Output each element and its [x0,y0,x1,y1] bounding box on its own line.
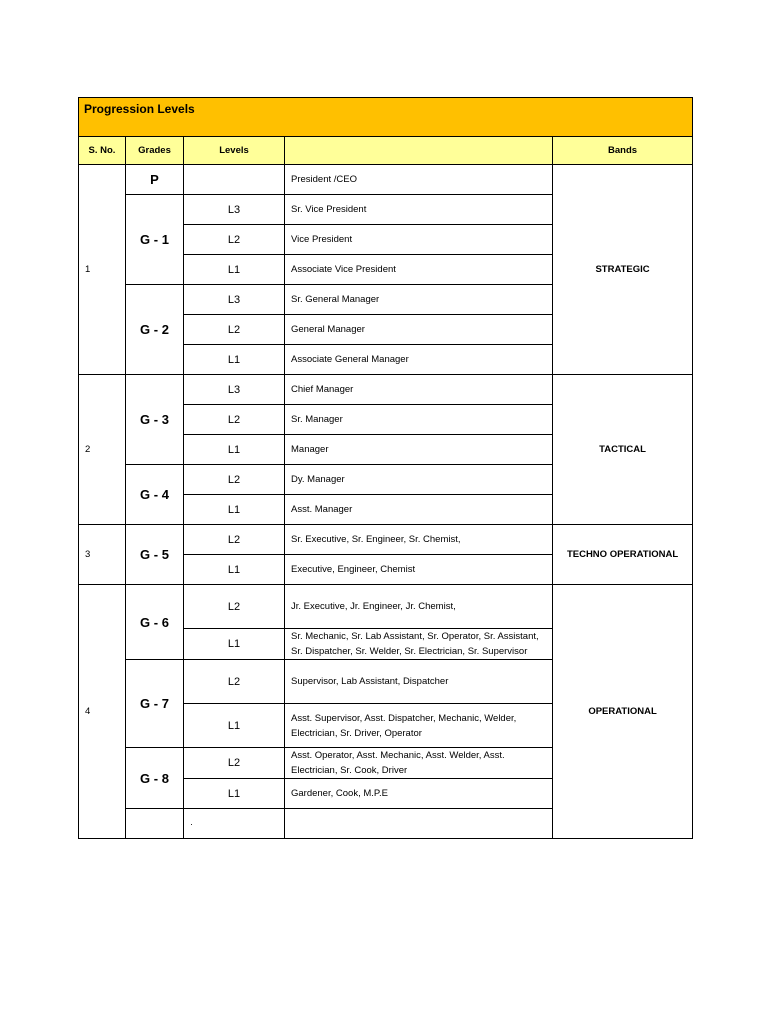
grade-cell: G - 6 [126,585,184,660]
designation-cell: Associate Vice President [285,255,553,285]
table-title: Progression Levels [79,98,693,137]
level-cell: L1 [184,435,285,465]
band-cell: TACTICAL [553,375,693,525]
grade-cell: G - 1 [126,195,184,285]
sno-cell: 4 [79,585,126,839]
designation-cell: Gardener, Cook, M.P.E [285,779,553,809]
level-cell: L3 [184,195,285,225]
header-bands: Bands [553,137,693,165]
designation-cell: Supervisor, Lab Assistant, Dispatcher [285,660,553,704]
sno-cell: 3 [79,525,126,585]
designation-cell: Dy. Manager [285,465,553,495]
header-levels: Levels [184,137,285,165]
level-cell: · [184,809,285,839]
designation-cell: Sr. Manager [285,405,553,435]
band-cell: OPERATIONAL [553,585,693,839]
level-cell: L1 [184,779,285,809]
designation-cell: Sr. General Manager [285,285,553,315]
designation-cell: Asst. Manager [285,495,553,525]
sno-cell: 2 [79,375,126,525]
level-cell [184,165,285,195]
grade-cell: G - 2 [126,285,184,375]
level-cell: L2 [184,405,285,435]
grade-cell: G - 5 [126,525,184,585]
level-cell: L3 [184,285,285,315]
designation-cell: Manager [285,435,553,465]
header-sno: S. No. [79,137,126,165]
level-cell: L1 [184,345,285,375]
grade-cell: G - 8 [126,748,184,809]
grade-cell: P [126,165,184,195]
grade-cell: G - 7 [126,660,184,748]
designation-cell: Vice President [285,225,553,255]
designation-cell: Sr. Mechanic, Sr. Lab Assistant, Sr. Operator, Sr. Assistant, Sr. Dispatcher, Sr. Welder, Sr. Electrician, Sr. Supervisor [285,629,553,660]
level-cell: L2 [184,660,285,704]
designation-cell: President /CEO [285,165,553,195]
level-cell: L3 [184,375,285,405]
progression-levels-table [78,97,693,839]
grade-cell: G - 3 [126,375,184,465]
level-cell: L2 [184,585,285,629]
header-grades: Grades [126,137,184,165]
sno-cell: 1 [79,165,126,375]
progression-levels-table-container [78,97,692,839]
designation-cell: Jr. Executive, Jr. Engineer, Jr. Chemist, [285,585,553,629]
level-cell: L2 [184,465,285,495]
level-cell: L1 [184,255,285,285]
grade-cell: G - 4 [126,465,184,525]
designation-cell: Sr. Vice President [285,195,553,225]
designation-cell: Chief Manager [285,375,553,405]
header-designation [285,137,553,165]
designation-cell: Executive, Engineer, Chemist [285,555,553,585]
band-cell: STRATEGIC [553,165,693,375]
designation-cell [285,809,553,839]
designation-cell: Associate General Manager [285,345,553,375]
level-cell: L1 [184,704,285,748]
level-cell: L2 [184,748,285,779]
level-cell: L2 [184,225,285,255]
designation-cell: General Manager [285,315,553,345]
level-cell: L2 [184,525,285,555]
level-cell: L1 [184,629,285,660]
level-cell: L1 [184,555,285,585]
designation-cell: Asst. Operator, Asst. Mechanic, Asst. Welder, Asst. Electrician, Sr. Cook, Driver [285,748,553,779]
band-cell: TECHNO OPERATIONAL [553,525,693,585]
designation-cell: Sr. Executive, Sr. Engineer, Sr. Chemist, [285,525,553,555]
designation-cell: Asst. Supervisor, Asst. Dispatcher, Mechanic, Welder, Electrician, Sr. Driver, Operator [285,704,553,748]
grade-cell [126,809,184,839]
level-cell: L2 [184,315,285,345]
level-cell: L1 [184,495,285,525]
